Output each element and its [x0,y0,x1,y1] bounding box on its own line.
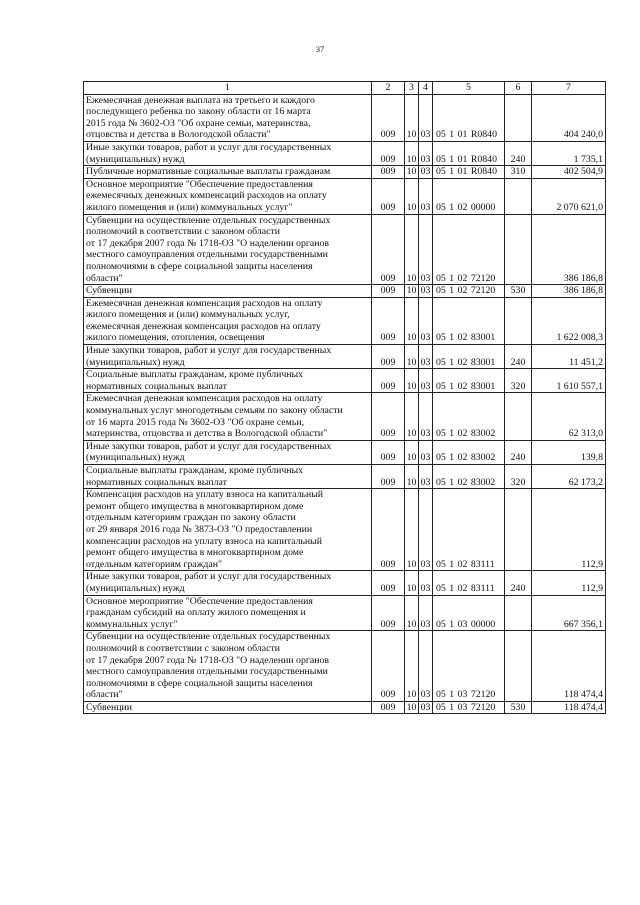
amount-cell: 2 070 621,0 [532,178,606,214]
expense-type-cell: 240 [505,345,532,369]
table-row [84,489,606,571]
row-name-cell: Публичные нормативные социальные выплаты гражданам [84,166,372,179]
target-article-cell: 05 1 02 83001 [433,345,505,369]
ministry-code-cell: 009 [372,465,405,489]
ministry-code-cell: 009 [372,94,405,141]
subsection-code-cell: 03 [419,369,433,393]
target-article-cell: 05 1 02 83111 [433,489,505,571]
table-header-row [84,82,606,95]
amount-cell: 118 474,4 [532,631,606,702]
expense-type-cell: 240 [505,571,532,595]
section-code-cell: 10 [405,465,419,489]
subsection-code-cell: 03 [419,393,433,440]
amount-cell: 112,9 [532,489,606,571]
header-cell-5: 5 [433,82,505,95]
table-row [84,178,606,214]
expense-type-cell [505,393,532,440]
subsection-code-cell: 03 [419,595,433,631]
section-code-cell: 10 [405,94,419,141]
expense-type-cell [505,489,532,571]
ministry-code-cell: 009 [372,595,405,631]
expense-type-cell [505,94,532,141]
subsection-code-cell: 03 [419,701,433,714]
row-name-cell: Иные закупки товаров, работ и услуг для государственных (муниципальных) нужд [84,141,372,165]
budget-table-body [84,82,606,714]
row-name-cell: Социальные выплаты гражданам, кроме публичных нормативных социальных выплат [84,465,372,489]
ministry-code-cell: 009 [372,631,405,702]
subsection-code-cell: 03 [419,489,433,571]
subsection-code-cell: 03 [419,297,433,344]
section-code-cell: 10 [405,345,419,369]
header-cell-7: 7 [532,82,606,95]
subsection-code-cell: 03 [419,166,433,179]
ministry-code-cell: 009 [372,178,405,214]
expense-type-cell [505,297,532,344]
row-name-cell: Субвенции на осуществление отдельных государственных полномочий в соответствии с законом области от 17 декабря 2007 года № 1718-ОЗ "О наделении органов местного самоуправления отдельными государственными полномочиями в сфере социальной защиты населения области" [84,214,372,285]
expense-type-cell: 530 [505,701,532,714]
amount-cell: 1 735,1 [532,141,606,165]
subsection-code-cell: 03 [419,285,433,298]
table-row [84,369,606,393]
amount-cell: 118 474,4 [532,701,606,714]
target-article-cell: 05 1 02 00000 [433,178,505,214]
amount-cell: 139,8 [532,440,606,464]
page-number: 37 [315,44,325,54]
table-row [84,393,606,440]
expense-type-cell: 240 [505,141,532,165]
ministry-code-cell: 009 [372,166,405,179]
row-name-cell: Социальные выплаты гражданам, кроме публичных нормативных социальных выплат [84,369,372,393]
subsection-code-cell: 03 [419,345,433,369]
ministry-code-cell: 009 [372,489,405,571]
table-row [84,214,606,285]
ministry-code-cell: 009 [372,571,405,595]
table-row [84,701,606,714]
row-name-cell: Компенсация расходов на уплату взноса на капитальный ремонт общего имущества в многоквартирном доме отдельным категориям граждан по закону области от 29 января 2016 года № 3873-ОЗ "О предоставлении компенсации расходов на уплату взноса на капитальный ремонт общего имущества в многоквартирном доме отдельным категориям граждан" [84,489,372,571]
row-name-cell: Ежемесячная денежная компенсация расходов на оплату жилого помещения и (или) коммунальных услуг, ежемесячная денежная компенсация расходов на оплату жилого помещения, отопления, освещения [84,297,372,344]
expense-type-cell: 320 [505,465,532,489]
section-code-cell: 10 [405,393,419,440]
target-article-cell: 05 1 02 83111 [433,571,505,595]
target-article-cell: 05 1 02 83002 [433,440,505,464]
section-code-cell: 10 [405,285,419,298]
amount-cell: 386 186,8 [532,214,606,285]
section-code-cell: 10 [405,631,419,702]
section-code-cell: 10 [405,595,419,631]
subsection-code-cell: 03 [419,214,433,285]
expense-type-cell: 310 [505,166,532,179]
row-name-cell: Субвенции на осуществление отдельных государственных полномочий в соответствии с законом области от 17 декабря 2007 года № 1718-ОЗ "О наделении органов местного самоуправления отдельными государственными полномочиями в сфере социальной защиты населения области" [84,631,372,702]
expense-type-cell [505,631,532,702]
section-code-cell: 10 [405,369,419,393]
ministry-code-cell: 009 [372,369,405,393]
expense-type-cell [505,595,532,631]
table-row [84,345,606,369]
section-code-cell: 10 [405,701,419,714]
target-article-cell: 05 1 01 R0840 [433,94,505,141]
amount-cell: 62 313,0 [532,393,606,440]
header-cell-6: 6 [505,82,532,95]
amount-cell: 1 622 008,3 [532,297,606,344]
header-cell-3: 3 [405,82,419,95]
table-row [84,595,606,631]
expense-type-cell [505,178,532,214]
table-row [84,465,606,489]
row-name-cell: Иные закупки товаров, работ и услуг для государственных (муниципальных) нужд [84,571,372,595]
table-row [84,141,606,165]
ministry-code-cell: 009 [372,393,405,440]
target-article-cell: 05 1 03 00000 [433,595,505,631]
target-article-cell: 05 1 03 72120 [433,631,505,702]
amount-cell: 1 610 557,1 [532,369,606,393]
ministry-code-cell: 009 [372,440,405,464]
header-cell-2: 2 [372,82,405,95]
amount-cell: 667 356,1 [532,595,606,631]
section-code-cell: 10 [405,440,419,464]
amount-cell: 112,9 [532,571,606,595]
amount-cell: 402 504,9 [532,166,606,179]
ministry-code-cell: 009 [372,141,405,165]
subsection-code-cell: 03 [419,141,433,165]
row-name-cell: Основное мероприятие "Обеспечение предоставления ежемесячных денежных компенсаций расходов на оплату жилого помещения и (или) коммунальных услуг" [84,178,372,214]
section-code-cell: 10 [405,141,419,165]
section-code-cell: 10 [405,166,419,179]
subsection-code-cell: 03 [419,94,433,141]
header-cell-4: 4 [419,82,433,95]
row-name-cell: Иные закупки товаров, работ и услуг для государственных (муниципальных) нужд [84,440,372,464]
section-code-cell: 10 [405,571,419,595]
table-row [84,571,606,595]
amount-cell: 11 451,2 [532,345,606,369]
target-article-cell: 05 1 03 72120 [433,701,505,714]
amount-cell: 62 173,2 [532,465,606,489]
row-name-cell: Иные закупки товаров, работ и услуг для государственных (муниципальных) нужд [84,345,372,369]
row-name-cell: Ежемесячная денежная выплата на третьего и каждого последующего ребенка по закону области от 16 марта 2015 года № 3602-ОЗ "Об охране семьи, материнства, отцовства и детства в Вологодской области" [84,94,372,141]
amount-cell: 404 240,0 [532,94,606,141]
ministry-code-cell: 009 [372,701,405,714]
table-row [84,297,606,344]
row-name-cell: Ежемесячная денежная компенсация расходов на оплату коммунальных услуг многодетным семьям по закону области от 16 марта 2015 года № 3602-ОЗ "Об охране семьи, материнства, отцовства и детства в Вологодской области" [84,393,372,440]
section-code-cell: 10 [405,489,419,571]
target-article-cell: 05 1 02 72120 [433,285,505,298]
section-code-cell: 10 [405,214,419,285]
header-cell-1: 1 [84,82,372,95]
target-article-cell: 05 1 01 R0840 [433,166,505,179]
subsection-code-cell: 03 [419,440,433,464]
target-article-cell: 05 1 01 R0840 [433,141,505,165]
row-name-cell: Субвенции [84,285,372,298]
ministry-code-cell: 009 [372,297,405,344]
ministry-code-cell: 009 [372,285,405,298]
subsection-code-cell: 03 [419,571,433,595]
amount-cell: 386 186,8 [532,285,606,298]
expense-type-cell [505,214,532,285]
target-article-cell: 05 1 02 72120 [433,214,505,285]
table-row [84,166,606,179]
ministry-code-cell: 009 [372,345,405,369]
table-row [84,285,606,298]
target-article-cell: 05 1 02 83001 [433,297,505,344]
table-row [84,631,606,702]
table-row [84,440,606,464]
table-row [84,94,606,141]
expense-type-cell: 530 [505,285,532,298]
section-code-cell: 10 [405,297,419,344]
target-article-cell: 05 1 02 83002 [433,393,505,440]
subsection-code-cell: 03 [419,465,433,489]
expense-type-cell: 240 [505,440,532,464]
budget-table [83,81,606,714]
target-article-cell: 05 1 02 83001 [433,369,505,393]
ministry-code-cell: 009 [372,214,405,285]
target-article-cell: 05 1 02 83002 [433,465,505,489]
section-code-cell: 10 [405,178,419,214]
expense-type-cell: 320 [505,369,532,393]
row-name-cell: Субвенции [84,701,372,714]
row-name-cell: Основное мероприятие "Обеспечение предоставления гражданам субсидий на оплату жилого помещения и коммунальных услуг" [84,595,372,631]
subsection-code-cell: 03 [419,631,433,702]
subsection-code-cell: 03 [419,178,433,214]
